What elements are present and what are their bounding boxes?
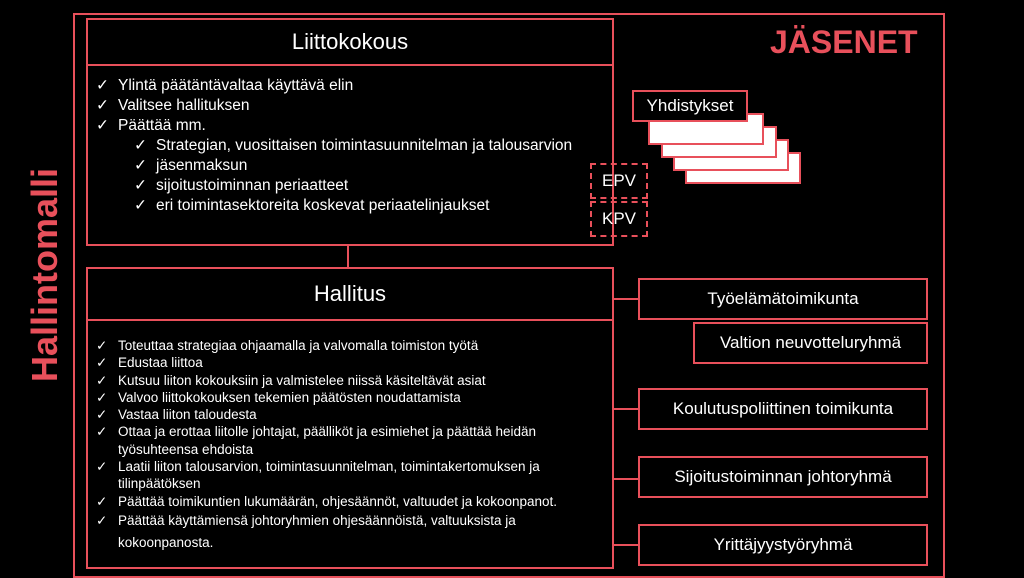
committee-connector-1 xyxy=(614,298,640,300)
committee-koulutuspoliittinen xyxy=(638,388,928,430)
epv-label: EPV xyxy=(601,171,637,190)
committee-connector-2 xyxy=(614,408,640,410)
members-title: JÄSENET xyxy=(770,24,918,60)
bullet-text: eri toimintasektoreita koskevat periaatelinjaukset xyxy=(156,197,490,214)
bullet-text: sijoitustoiminnan periaatteet xyxy=(156,177,349,194)
bullet-item xyxy=(96,337,604,354)
checkmark-icon: ✓ xyxy=(96,97,109,114)
committee-label: Yrittäjyystyöryhmä xyxy=(713,535,853,554)
bullet-item xyxy=(96,96,604,116)
sub-bullet-item xyxy=(96,196,604,216)
sub-bullet-item xyxy=(96,176,604,196)
side-title: Hallintomalli xyxy=(24,167,65,383)
checkmark-icon: ✓ xyxy=(96,459,108,475)
checkmark-icon: ✓ xyxy=(134,177,147,194)
bullet-item xyxy=(96,372,604,389)
liittokokous-title: Liittokokous xyxy=(291,29,409,54)
bullet-text: Ottaa ja erottaa liitolle johtajat, päälliköt ja esimiehet ja päättää heidän työsuhteensa ehdoista xyxy=(118,424,537,457)
epv-box xyxy=(590,163,648,199)
checkmark-icon: ✓ xyxy=(96,424,108,440)
committee-label: Työelämätoimikunta xyxy=(707,289,859,308)
hallitus-title: Hallitus xyxy=(313,281,387,306)
bullet-text: Valvoo liittokokouksen tekemien päätösten noudattamista xyxy=(118,389,461,405)
yhdistykset-card xyxy=(632,90,748,122)
checkmark-icon: ✓ xyxy=(96,493,108,509)
bullet-item xyxy=(96,423,604,458)
bullet-text: Ylintä päätäntävaltaa käyttävä elin xyxy=(118,77,354,94)
bullet-text: Päättää käyttämiensä johtoryhmien ohjesäännöistä, valtuuksista ja kokoonpanosta. xyxy=(118,512,516,550)
connector-line xyxy=(347,246,349,268)
bullet-item xyxy=(96,406,604,423)
bullet-text: Kutsuu liiton kokouksiin ja valmistelee niissä käsiteltävät asiat xyxy=(118,372,486,388)
checkmark-icon: ✓ xyxy=(96,389,108,405)
bullet-text: Strategian, vuosittaisen toimintasuunnitelman ja talousarvion xyxy=(156,137,573,154)
liittokokous-header xyxy=(86,18,614,66)
sub-bullet-item xyxy=(96,156,604,176)
kpv-box xyxy=(590,201,648,237)
checkmark-icon: ✓ xyxy=(96,117,109,134)
bullet-item xyxy=(96,116,604,136)
checkmark-icon: ✓ xyxy=(96,338,108,353)
hallitus-header xyxy=(86,267,614,321)
bullet-item xyxy=(96,389,604,406)
hallitus-list xyxy=(96,337,604,554)
committee-sijoitustoiminta xyxy=(638,456,928,498)
bullet-text: Edustaa liittoa xyxy=(118,355,203,371)
bullet-item xyxy=(96,493,604,510)
bullet-text: Päättää mm. xyxy=(118,117,206,134)
sub-bullet-item xyxy=(96,136,604,156)
checkmark-icon: ✓ xyxy=(96,355,108,371)
checkmark-icon: ✓ xyxy=(96,407,108,423)
checkmark-icon: ✓ xyxy=(96,77,109,94)
liittokokous-body xyxy=(86,64,614,246)
bullet-text: Valitsee hallituksen xyxy=(118,97,250,114)
committee-label: Koulutuspoliittinen toimikunta xyxy=(672,399,894,418)
committee-connector-3 xyxy=(614,478,640,480)
bullet-item xyxy=(96,458,604,493)
committee-valtion-neuvotteluryhma xyxy=(693,322,928,364)
bullet-text: Vastaa liiton taloudesta xyxy=(118,407,257,423)
committee-label: Sijoitustoiminnan johtoryhmä xyxy=(674,467,892,486)
checkmark-icon: ✓ xyxy=(134,157,147,174)
bullet-item xyxy=(96,76,604,96)
liittokokous-list xyxy=(96,76,604,216)
yhdistykset-label: Yhdistykset xyxy=(646,96,734,115)
checkmark-icon: ✓ xyxy=(96,372,108,388)
bullet-text: jäsenmaksun xyxy=(156,157,248,174)
checkmark-icon: ✓ xyxy=(96,512,108,528)
checkmark-icon: ✓ xyxy=(134,137,147,154)
committee-label: Valtion neuvotteluryhmä xyxy=(719,333,902,352)
committee-yrittajyys xyxy=(638,524,928,566)
committee-connector-4 xyxy=(614,544,640,546)
bullet-text: Laatii liiton talousarvion, toimintasuunnitelman, toimintakertomuksen ja tilinpäätöksen xyxy=(118,459,540,492)
hallitus-body xyxy=(86,319,614,569)
checkmark-icon: ✓ xyxy=(134,197,147,214)
bullet-text: Päättää toimikuntien lukumäärän, ohjesäännöt, valtuudet ja kokoonpanot. xyxy=(118,493,558,509)
kpv-label: KPV xyxy=(601,209,637,228)
side-title-container xyxy=(20,160,70,390)
bullet-item xyxy=(96,354,604,371)
bullet-text: Toteuttaa strategiaa ohjaamalla ja valvomalla toimiston työtä xyxy=(118,338,479,353)
committee-tyoelama xyxy=(638,278,928,320)
bullet-item xyxy=(96,510,604,554)
